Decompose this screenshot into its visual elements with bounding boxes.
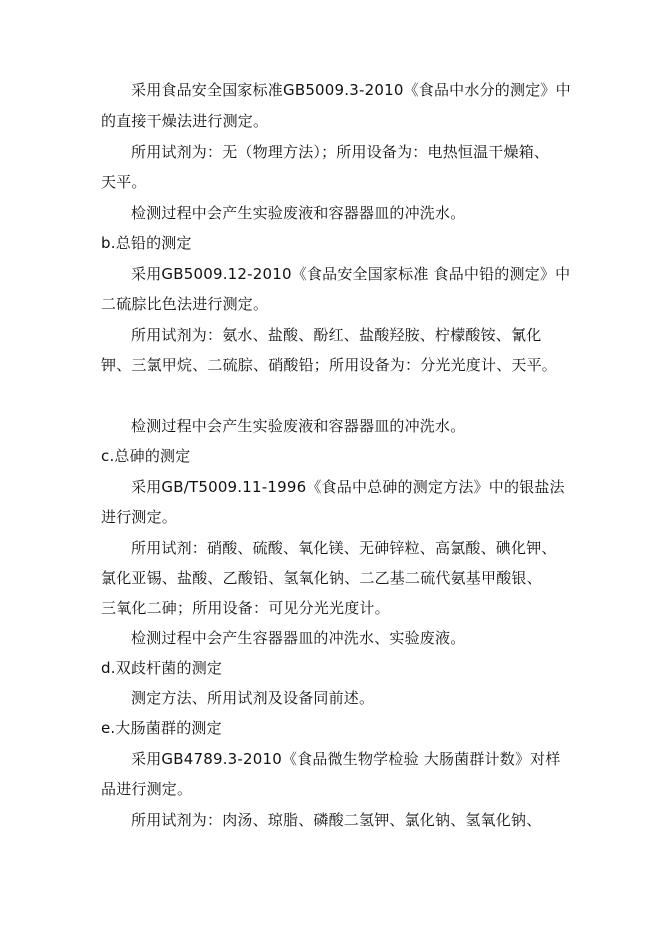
section-heading: e.大肠菌群的测定 [101,719,222,737]
paragraph-line: 天平。 [101,173,147,191]
paragraph-line: 氯化亚锡、盐酸、乙酸铅、氢氧化钠、二乙基二硫代氨基甲酸银、 [101,569,542,587]
paragraph-line: 进行测定。 [101,508,178,526]
paragraph-line: 品进行测定。 [101,780,193,798]
paragraph-line: 采用食品安全国家标准GB5009.3-2010《食品中水分的测定》中 [131,81,571,99]
paragraph-line: 的直接干燥法进行测定。 [101,112,269,130]
paragraph-line: 钾、三氯甲烷、二硫腙、硝酸铅；所用设备为：分光光度计、天平。 [101,356,558,374]
paragraph-line: 采用GB/T5009.11-1996《食品中总砷的测定方法》中的银盐法 [131,478,565,496]
paragraph-line: 所用试剂为：无（物理方法）；所用设备为：电热恒温干燥箱、 [131,143,550,161]
section-heading: c.总砷的测定 [101,447,191,465]
section-heading: d.双歧杆菌的测定 [101,659,223,677]
paragraph-line: 测定方法、所用试剂及设备同前述。 [131,689,375,707]
paragraph-line: 检测过程中会产生容器器皿的冲洗水、实验废液。 [131,629,466,647]
paragraph-line: 二硫腙比色法进行测定。 [101,295,269,313]
paragraph-line: 检测过程中会产生实验废液和容器器皿的冲洗水。 [131,204,466,222]
paragraph-line: 采用GB5009.12-2010《食品安全国家标准 食品中铅的测定》中 [131,265,571,283]
paragraph-line: 所用试剂：硝酸、硫酸、氧化镁、无砷锌粒、高氯酸、碘化钾、 [131,539,557,557]
section-heading: b.总铅的测定 [101,234,192,252]
paragraph-line: 所用试剂为：氨水、盐酸、酚红、盐酸羟胺、柠檬酸铵、氰化 [131,326,542,344]
paragraph-line: 三氧化二砷；所用设备：可见分光光度计。 [101,599,390,617]
paragraph-line: 采用GB4789.3-2010《食品微生物学检验 大肠菌群计数》对样 [131,750,561,768]
paragraph-line: 所用试剂为：肉汤、琼脂、磷酸二氢钾、氯化钠、氢氧化钠、 [131,811,542,829]
paragraph-line: 检测过程中会产生实验废液和容器器皿的冲洗水。 [131,417,466,435]
